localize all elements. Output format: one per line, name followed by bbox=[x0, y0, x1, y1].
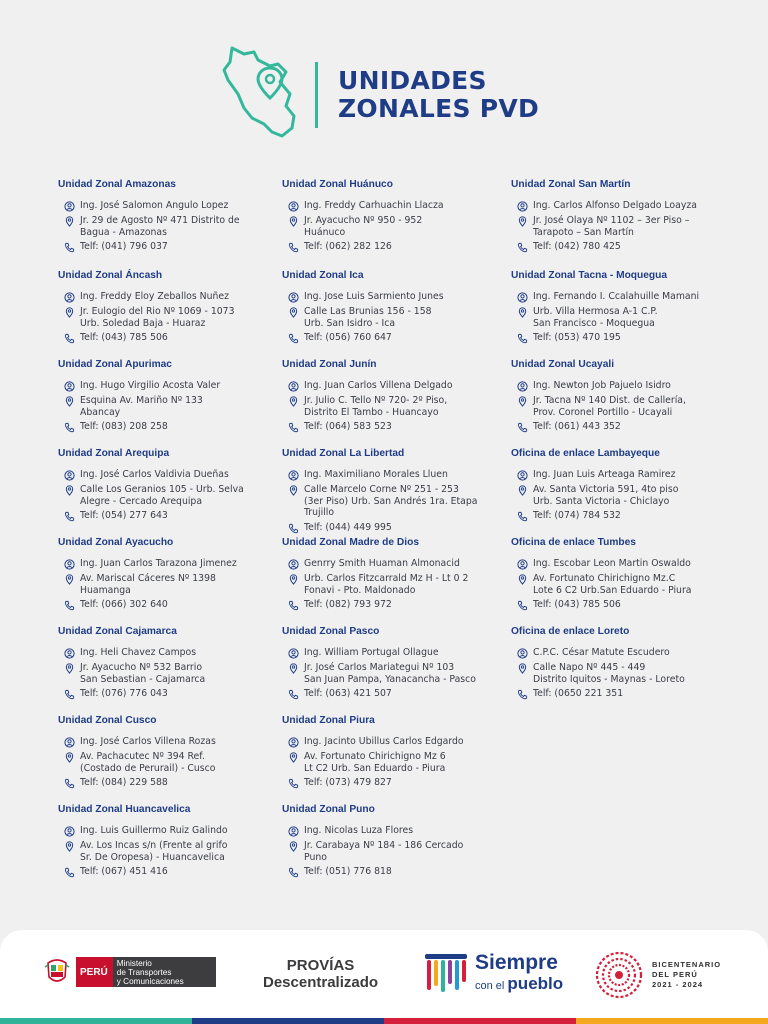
contact-name: Ing. Luis Guillermo Ruiz Galindo bbox=[80, 825, 228, 836]
contact-name: Ing. Maximiliano Morales Lluen bbox=[304, 469, 448, 480]
pueblo-text: pueblo bbox=[507, 974, 564, 993]
address-row bbox=[517, 215, 751, 238]
ministry-line-3: y Comunicaciones bbox=[116, 976, 184, 986]
bicentenario-line-1: BICENTENARIO bbox=[652, 960, 722, 969]
person-icon bbox=[288, 826, 299, 837]
office-title: Unidad Zonal Madre de Dios bbox=[282, 537, 419, 548]
phone-text: Telf: (041) 796 037 bbox=[80, 241, 168, 252]
phone-row bbox=[64, 332, 298, 344]
address-text: Av. Santa Victoria 591, 4to piso Urb. Santa Victoria - Chiclayo bbox=[533, 484, 679, 507]
location-pin-icon bbox=[288, 485, 299, 496]
phone-icon bbox=[288, 422, 299, 433]
contact-row bbox=[288, 380, 522, 392]
office-block bbox=[282, 803, 522, 878]
contact-name: Ing. Freddy Carhuachin Llacza bbox=[304, 200, 444, 211]
address-row bbox=[288, 484, 522, 519]
person-icon bbox=[517, 201, 528, 212]
address-row bbox=[288, 215, 522, 238]
contact-name: Ing. Jacinto Ubillus Carlos Edgardo bbox=[304, 736, 464, 747]
phone-text: Telf: (056) 760 647 bbox=[304, 332, 392, 343]
address-text: Jr. 29 de Agosto Nº 471 Distrito de Bagua - Amazonas bbox=[80, 215, 240, 238]
address-row bbox=[64, 662, 298, 685]
contact-name: Ing. William Portugal Ollague bbox=[304, 647, 439, 658]
location-pin-icon bbox=[288, 216, 299, 227]
phone-text: Telf: (066) 302 640 bbox=[80, 599, 168, 610]
bicentenario-line-3: 2021 - 2024 bbox=[652, 980, 704, 989]
contact-name: Ing. José Carlos Valdivia Dueñas bbox=[80, 469, 229, 480]
phone-icon bbox=[517, 242, 528, 253]
person-icon bbox=[64, 292, 75, 303]
contact-name: Ing. Escobar Leon Martin Oswaldo bbox=[533, 558, 691, 569]
location-pin-icon bbox=[517, 307, 528, 318]
contact-row bbox=[288, 558, 522, 570]
office-block bbox=[58, 447, 298, 522]
contact-row bbox=[64, 291, 298, 303]
office-block bbox=[282, 536, 522, 611]
contact-row bbox=[64, 736, 298, 748]
location-pin-icon bbox=[517, 216, 528, 227]
provias-line-1: PROVÍAS bbox=[286, 957, 355, 974]
page-title bbox=[338, 67, 539, 123]
office-block bbox=[58, 358, 298, 433]
phone-icon bbox=[288, 867, 299, 878]
address-text: Jr. Ayacucho Nº 532 Barrio San Sebastian - Cajamarca bbox=[80, 662, 206, 685]
phone-row bbox=[517, 421, 751, 433]
contact-row bbox=[288, 647, 522, 659]
person-icon bbox=[288, 381, 299, 392]
location-pin-icon bbox=[64, 216, 75, 227]
contact-row bbox=[288, 291, 522, 303]
contact-row bbox=[288, 469, 522, 481]
office-block bbox=[282, 625, 522, 700]
address-row bbox=[288, 395, 522, 418]
contact-row bbox=[517, 380, 751, 392]
contact-name: Ing. Juan Luis Arteaga Ramirez bbox=[533, 469, 676, 480]
peru-map-pin-icon bbox=[218, 44, 300, 140]
address-row bbox=[517, 395, 751, 418]
office-block bbox=[58, 625, 298, 700]
contact-row bbox=[64, 200, 298, 212]
contact-row bbox=[288, 736, 522, 748]
phone-icon bbox=[64, 600, 75, 611]
contact-name: Ing. Carlos Alfonso Delgado Loayza bbox=[533, 200, 697, 211]
address-text: Av. Fortunato Chirichigno Mz 6 Lt C2 Urb. San Eduardo - Piura bbox=[304, 751, 446, 774]
contact-row bbox=[64, 558, 298, 570]
bicentenario-logo bbox=[594, 950, 721, 1000]
phone-row bbox=[64, 866, 298, 878]
phone-icon bbox=[64, 511, 75, 522]
address-text: Jr. Julio C. Tello Nº 720- 2º Piso, Distrito El Tambo - Huancayo bbox=[304, 395, 448, 418]
address-row bbox=[517, 573, 751, 596]
person-icon bbox=[288, 648, 299, 659]
office-block bbox=[58, 803, 298, 878]
office-title: Oficina de enlace Loreto bbox=[511, 626, 630, 637]
address-text: Urb. Carlos Fitzcarrald Mz H - Lt 0 2 Fonavi - Pto. Maldonado bbox=[304, 573, 469, 596]
ministry-label bbox=[113, 957, 216, 987]
office-block bbox=[511, 447, 751, 522]
peru-label: PERÚ bbox=[76, 957, 113, 987]
phone-row bbox=[288, 599, 522, 611]
contact-name: Ing. Nicolas Luza Flores bbox=[304, 825, 414, 836]
contact-row bbox=[288, 200, 522, 212]
office-title: Unidad Zonal San Martín bbox=[511, 179, 631, 190]
office-block bbox=[58, 714, 298, 789]
person-icon bbox=[64, 559, 75, 570]
phone-icon bbox=[64, 242, 75, 253]
phone-icon bbox=[288, 778, 299, 789]
location-pin-icon bbox=[64, 752, 75, 763]
location-pin-icon bbox=[64, 841, 75, 852]
stripe-segment bbox=[192, 1018, 384, 1024]
address-text: Calle Los Geranios 105 - Urb. Selva Alegre - Cercado Arequipa bbox=[80, 484, 244, 507]
phone-row bbox=[288, 241, 522, 253]
office-block bbox=[58, 269, 298, 344]
phone-row bbox=[64, 421, 298, 433]
ministry-line-2: de Transportes bbox=[116, 967, 172, 977]
location-pin-icon bbox=[288, 574, 299, 585]
phone-row bbox=[517, 599, 751, 611]
person-icon bbox=[64, 201, 75, 212]
phone-icon bbox=[64, 422, 75, 433]
phone-text: Telf: (0650 221 351 bbox=[533, 688, 624, 699]
address-row bbox=[517, 662, 751, 685]
contact-name: Ing. Juan Carlos Tarazona Jimenez bbox=[80, 558, 237, 569]
phone-icon bbox=[64, 333, 75, 344]
phone-text: Telf: (067) 451 416 bbox=[80, 866, 168, 877]
office-block bbox=[511, 269, 751, 344]
contact-row bbox=[64, 647, 298, 659]
office-block bbox=[58, 178, 298, 253]
phone-row bbox=[517, 332, 751, 344]
address-row bbox=[64, 751, 298, 774]
phone-text: Telf: (084) 229 588 bbox=[80, 777, 168, 788]
office-title: Unidad Zonal Huancavelica bbox=[58, 804, 191, 815]
location-pin-icon bbox=[288, 841, 299, 852]
phone-text: Telf: (054) 277 643 bbox=[80, 510, 168, 521]
address-text: Av. Pachacutec Nº 394 Ref. (Costado de Perurail) - Cusco bbox=[80, 751, 216, 774]
phone-text: Telf: (042) 780 425 bbox=[533, 241, 621, 252]
person-icon bbox=[288, 737, 299, 748]
bicentenario-line-2: DEL PERÚ bbox=[652, 970, 698, 979]
address-text: Jr. José Olaya Nº 1102 – 3er Piso – Tarapoto – San Martín bbox=[533, 215, 690, 238]
office-title: Oficina de enlace Tumbes bbox=[511, 537, 636, 548]
office-block bbox=[282, 178, 522, 253]
person-icon bbox=[517, 292, 528, 303]
contact-row bbox=[517, 200, 751, 212]
address-row bbox=[288, 306, 522, 329]
phone-text: Telf: (062) 282 126 bbox=[304, 241, 392, 252]
phone-text: Telf: (061) 443 352 bbox=[533, 421, 621, 432]
contact-row bbox=[517, 291, 751, 303]
address-text: Av. Los Incas s/n (Frente al grifo Sr. De Oropesa) - Huancavelica bbox=[80, 840, 228, 863]
office-title: Unidad Zonal Piura bbox=[282, 715, 375, 726]
phone-row bbox=[288, 522, 522, 534]
stripe-segment bbox=[384, 1018, 576, 1024]
provias-line-2: Descentralizado bbox=[263, 974, 379, 991]
phone-row bbox=[64, 510, 298, 522]
coat-of-arms-icon bbox=[44, 957, 70, 987]
phone-text: Telf: (063) 421 507 bbox=[304, 688, 392, 699]
phone-icon bbox=[64, 778, 75, 789]
phone-icon bbox=[517, 333, 528, 344]
address-text: Jr. Eulogio del Rio Nº 1069 - 1073 Urb. Soledad Baja - Huaraz bbox=[80, 306, 235, 329]
phone-row bbox=[288, 866, 522, 878]
phone-text: Telf: (044) 449 995 bbox=[304, 521, 392, 533]
contact-name: Ing. Juan Carlos Villena Delgado bbox=[304, 380, 453, 391]
contact-name: Genrry Smith Huaman Almonacid bbox=[304, 558, 460, 569]
contact-name: Ing. José Carlos Villena Rozas bbox=[80, 736, 216, 747]
location-pin-icon bbox=[64, 574, 75, 585]
title-line-2: ZONALES PVD bbox=[338, 94, 540, 123]
address-row bbox=[517, 306, 751, 329]
address-text: Calle Marcelo Corne Nº 251 - 253 (3er Piso) Urb. San Andrés 1ra. Etapa Trujillo bbox=[304, 484, 478, 518]
phone-icon bbox=[517, 422, 528, 433]
ministry-line-1: Ministerio bbox=[116, 958, 152, 968]
phone-row bbox=[64, 777, 298, 789]
person-icon bbox=[517, 559, 528, 570]
phone-text: Telf: (043) 785 506 bbox=[80, 332, 168, 343]
phone-icon bbox=[64, 867, 75, 878]
address-text: Esquina Av. Mariño Nº 133 Abancay bbox=[80, 395, 203, 418]
office-block bbox=[58, 536, 298, 611]
office-block bbox=[282, 714, 522, 789]
location-pin-icon bbox=[517, 396, 528, 407]
phone-row bbox=[64, 599, 298, 611]
phone-text: Telf: (074) 784 532 bbox=[533, 510, 621, 521]
office-block bbox=[511, 625, 751, 700]
office-block bbox=[511, 358, 751, 433]
contact-row bbox=[64, 380, 298, 392]
phone-row bbox=[288, 688, 522, 700]
contact-row bbox=[64, 825, 298, 837]
person-icon bbox=[64, 648, 75, 659]
person-icon bbox=[64, 470, 75, 481]
location-pin-icon bbox=[64, 663, 75, 674]
location-pin-icon bbox=[517, 485, 528, 496]
address-row bbox=[64, 215, 298, 238]
person-icon bbox=[517, 648, 528, 659]
phone-icon bbox=[64, 689, 75, 700]
contact-name: Ing. Hugo Virgilio Acosta Valer bbox=[80, 380, 221, 391]
contact-row bbox=[517, 469, 751, 481]
phone-text: Telf: (043) 785 506 bbox=[533, 599, 621, 610]
phone-icon bbox=[517, 600, 528, 611]
phone-icon bbox=[288, 333, 299, 344]
address-row bbox=[64, 573, 298, 596]
siempre-text: Siempre bbox=[475, 951, 558, 974]
address-text: Av. Mariscal Cáceres Nº 1398 Huamanga bbox=[80, 573, 216, 596]
contact-row bbox=[288, 825, 522, 837]
government-logo bbox=[44, 957, 216, 987]
person-icon bbox=[288, 559, 299, 570]
person-icon bbox=[288, 201, 299, 212]
office-title: Unidad Zonal Cajamarca bbox=[58, 626, 177, 637]
contact-name: Ing. José Salomon Angulo Lopez bbox=[80, 200, 229, 211]
phone-text: Telf: (053) 470 195 bbox=[533, 332, 621, 343]
siempre-con-el-pueblo-logo bbox=[423, 950, 563, 996]
office-title: Unidad Zonal Pasco bbox=[282, 626, 380, 637]
address-row bbox=[64, 395, 298, 418]
address-text: Jr. José Carlos Mariategui Nº 103 San Juan Pampa, Yanacancha - Pasco bbox=[304, 662, 476, 685]
footer bbox=[0, 930, 768, 1024]
office-title: Unidad Zonal La Libertad bbox=[282, 448, 405, 459]
header bbox=[0, 0, 768, 160]
phone-row bbox=[64, 241, 298, 253]
address-text: Urb. Villa Hermosa A-1 C.P. San Francisco - Moquegua bbox=[533, 306, 658, 329]
address-row bbox=[288, 573, 522, 596]
location-pin-icon bbox=[517, 663, 528, 674]
address-text: Av. Fortunato Chirichigno Mz.C Lote 6 C2 Urb.San Eduardo - Piura bbox=[533, 573, 692, 596]
office-title: Unidad Zonal Tacna - Moquegua bbox=[511, 270, 668, 281]
address-row bbox=[288, 662, 522, 685]
phone-text: Telf: (073) 479 827 bbox=[304, 777, 392, 788]
contact-name: Ing. Jose Luis Sarmiento Junes bbox=[304, 291, 444, 302]
phone-row bbox=[288, 777, 522, 789]
office-title: Unidad Zonal Apurimac bbox=[58, 359, 172, 370]
location-pin-icon bbox=[288, 663, 299, 674]
footer-color-stripe bbox=[0, 1018, 768, 1024]
address-row bbox=[64, 484, 298, 507]
phone-row bbox=[288, 421, 522, 433]
office-title: Unidad Zonal Ica bbox=[282, 270, 364, 281]
office-title: Unidad Zonal Huánuco bbox=[282, 179, 393, 190]
office-block bbox=[282, 358, 522, 433]
office-title: Unidad Zonal Amazonas bbox=[58, 179, 176, 190]
phone-text: Telf: (051) 776 818 bbox=[304, 866, 392, 877]
phone-row bbox=[517, 510, 751, 522]
provias-logo bbox=[263, 957, 378, 991]
phone-icon bbox=[288, 600, 299, 611]
contact-name: Ing. Heli Chavez Campos bbox=[80, 647, 197, 658]
stripe-segment bbox=[0, 1018, 192, 1024]
contact-row bbox=[64, 469, 298, 481]
office-block bbox=[282, 269, 522, 344]
person-icon bbox=[64, 826, 75, 837]
person-icon bbox=[517, 381, 528, 392]
phone-text: Telf: (082) 793 972 bbox=[304, 599, 392, 610]
contact-row bbox=[517, 558, 751, 570]
person-icon bbox=[517, 470, 528, 481]
phone-row bbox=[288, 332, 522, 344]
person-icon bbox=[64, 381, 75, 392]
phone-icon bbox=[288, 242, 299, 253]
address-row bbox=[64, 306, 298, 329]
person-icon bbox=[288, 292, 299, 303]
office-title: Unidad Zonal Cusco bbox=[58, 715, 157, 726]
address-row bbox=[517, 484, 751, 507]
person-icon bbox=[64, 737, 75, 748]
phone-row bbox=[64, 688, 298, 700]
location-pin-icon bbox=[517, 574, 528, 585]
phone-icon bbox=[288, 689, 299, 700]
address-row bbox=[288, 751, 522, 774]
phone-text: Telf: (064) 583 523 bbox=[304, 421, 392, 432]
contact-name: C.P.C. César Matute Escudero bbox=[533, 647, 670, 658]
address-text: Jr. Ayacucho Nº 950 - 952 Huánuco bbox=[304, 215, 423, 238]
bicentenario-emblem-icon bbox=[594, 950, 644, 1000]
con-el-text: con el bbox=[475, 980, 505, 992]
phone-icon bbox=[288, 523, 299, 534]
office-block bbox=[511, 536, 751, 611]
office-title: Unidad Zonal Arequipa bbox=[58, 448, 170, 459]
phone-text: Telf: (083) 208 258 bbox=[80, 421, 168, 432]
contact-name: Ing. Freddy Eloy Zeballos Nuñez bbox=[80, 291, 229, 302]
phone-row bbox=[517, 241, 751, 253]
address-text: Jr. Tacna Nº 140 Dist. de Callería, Prov. Coronel Portillo - Ucayali bbox=[533, 395, 686, 418]
office-title: Unidad Zonal Junín bbox=[282, 359, 377, 370]
location-pin-icon bbox=[288, 752, 299, 763]
office-block bbox=[282, 447, 522, 534]
phone-icon bbox=[517, 511, 528, 522]
phone-icon bbox=[517, 689, 528, 700]
office-block bbox=[511, 178, 751, 253]
office-title: Unidad Zonal Puno bbox=[282, 804, 375, 815]
stripe-segment bbox=[576, 1018, 768, 1024]
phone-row bbox=[517, 688, 751, 700]
contact-name: Ing. Fernando I. Ccalahuille Mamani bbox=[533, 291, 700, 302]
address-row bbox=[64, 840, 298, 863]
title-divider bbox=[315, 62, 318, 128]
location-pin-icon bbox=[64, 485, 75, 496]
address-text: Jr. Carabaya Nº 184 - 186 Cercado Puno bbox=[304, 840, 464, 863]
location-pin-icon bbox=[288, 307, 299, 318]
siempre-bars-icon bbox=[423, 950, 469, 996]
phone-text: Telf: (076) 776 043 bbox=[80, 688, 168, 699]
address-text: Calle Napo Nº 445 - 449 Distrito Iquitos - Maynas - Loreto bbox=[533, 662, 685, 685]
title-line-1: UNIDADES bbox=[338, 66, 487, 95]
contact-row bbox=[517, 647, 751, 659]
location-pin-icon bbox=[64, 307, 75, 318]
office-title: Unidad Zonal Áncash bbox=[58, 270, 163, 281]
office-title: Unidad Zonal Ayacucho bbox=[58, 537, 174, 548]
person-icon bbox=[288, 470, 299, 481]
location-pin-icon bbox=[64, 396, 75, 407]
office-title: Unidad Zonal Ucayali bbox=[511, 359, 615, 370]
address-text: Calle Las Brunias 156 - 158 Urb. San Isidro - Ica bbox=[304, 306, 432, 329]
office-title: Oficina de enlace Lambayeque bbox=[511, 448, 660, 459]
contact-name: Ing. Newton Job Pajuelo Isidro bbox=[533, 380, 671, 391]
location-pin-icon bbox=[288, 396, 299, 407]
address-row bbox=[288, 840, 522, 863]
